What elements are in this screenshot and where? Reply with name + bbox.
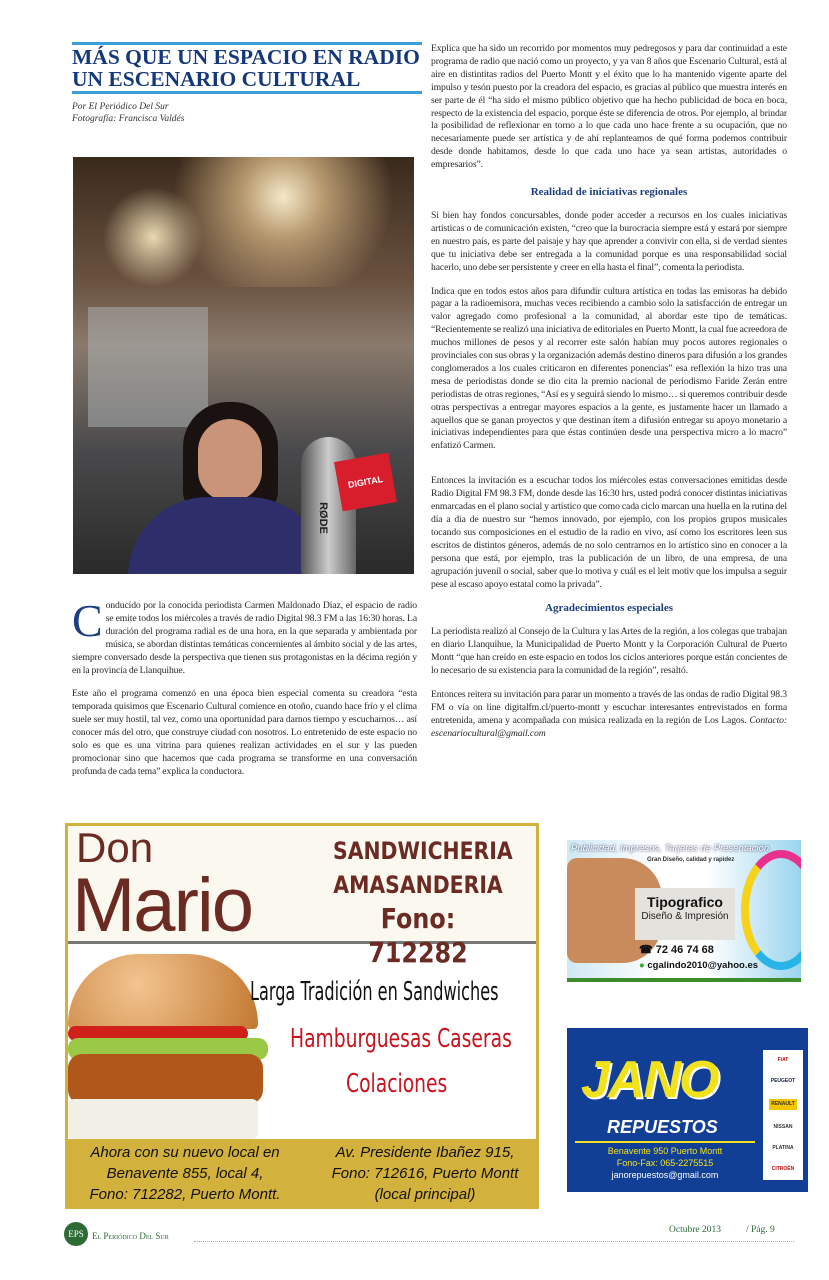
article-photo: [73, 157, 414, 574]
footer: [64, 1222, 794, 1248]
address-main-local: Av. Presidente Ibañez 915, Fono: 712616, Puerto Montt (local principal): [331, 1144, 519, 1203]
page-number: / Pág. 9: [746, 1225, 775, 1235]
article-paragraph: Este año el programa comenzó en una época bien especial comenta su creadora “esta temporada quisimos que Escenario Cultural comience en otoño, cuando hace frío y el clima suele ser muy hostil, tal vez, como una oportunidad para darnos tiempo y escucharnos… así conocer más del otro, que construye ciudad con nosotros. Lo entretenido de este espacio no solo es que es una vitrina para quienes realizan actividades en el sur y las pueden promocionar sino que hacemos que cada programa se transforme en una conversación profunda de cada tema” explica la conductora.: [72, 688, 417, 777]
email-icon: ●: [639, 960, 648, 971]
woman-face: [198, 419, 262, 501]
tipo-phone: ☎ 72 46 74 68: [639, 944, 714, 956]
mario-label: Mario: [72, 863, 253, 948]
amasanderia-label: AMASANDERIA: [333, 871, 503, 899]
article-paragraph: Explica que ha sido un recorrido por momentos muy pedregosos y para dar continuidad a este programa de radio que nació como un proyecto, y ya van 8 años que Escenario Cultural, está al aire en distintitas radios del Puerto Montt y el éxito que lo ha mantenido vigente aparte del impulso y tesón puesto por la creadora del espacio, es gracias al público que muestra interés en ser parte de él “ha sido el mismo público objetivo que ha hecho publicidad de boca en boca, respecto de la existencia del espacio, porque éste se diferencia de otros. Por ejemplo, al brindar la posibilidad de reflexionar en torno a lo que cada uno hace frente a su ocupación, que no necesariamente puede ser artística y de ahí replanteamos de qué forma podemos contribuir desde donde habitamos, desde lo que cada uno hace ya sean artistas, autoridades o empresarios”.: [431, 43, 787, 171]
peugeot-logo: PEUGEOT: [770, 1078, 796, 1084]
burger-image: [68, 954, 268, 1144]
article-title: MÁS QUE UN ESPACIO EN RADIO UN ESCENARIO CULTURAL: [72, 45, 420, 91]
byline: Por El Periódico Del Sur: [72, 102, 169, 112]
left-column-text: [72, 595, 417, 790]
article-paragraph: La periodista realizó al Consejo de la Cultura y las Artes de la región, a los colegas que trabajan en diario Llanquihue, la Municipalidad de Puerto Montt y la Corporación Cultural de Puerto Montt “que han creído en este espacio en todos los ciclos anteriores porque están concientes de lo necesario de su existencia para la comunidad de la región”, resaltó.: [431, 626, 787, 677]
phone-label: Fono: 712282: [368, 902, 468, 969]
tipo-header: Publicidad, Impresos, Tarjetas de Presentación: [571, 843, 770, 854]
subheading: Realidad de iniciativas regionales: [530, 186, 688, 199]
article-paragraph: Conducido por la conocida periodista Carmen Maldonado Díaz, el espacio de radio se emite todos los miércoles a través de radio Digital 98.3 FM a las 16:30 horas. La duración del programa radial es de una hora, en la que separada y ambientada por música, se abordan distintas temáticas concernientes al ámbito social y de las artes, siempre conversado desde la perspectiva que tienen sus protagonistas en la décima región y en la provincia de Llanquihue.: [72, 595, 417, 676]
nissan-logo: NISSAN: [773, 1124, 793, 1130]
article-paragraph: Entonces la invitación es a escuchar todos los miércoles estas conversaciones emitidas desde Radio Digital FM 98.3 FM, donde desde las 16:30 hrs, usted podrá conocer distintas iniciativas enmarcadas en el plano social y artístico que como cada ciclo marcan una huella en la rutina del día a día de nuestro sur “hemos innovado, por ejemplo, con los propios grupos musicales tocando sus composiciones en el estudio de la radio en vivo, así como los escritores leen sus escritos de distintos géneros, además de no solo centrarnos en lo artístico sino en conocer a la persona que está, por ejemplo, tras la publicación de un libro, de una empresa, de una agrupación juvenil o social, saber que lo motiva y cuál es el leit motiv que los impulsa a seguir pese al escaso apoyo estatal como la privada”.: [431, 475, 787, 590]
woman-body: [128, 497, 328, 574]
sandwicheria-label: SANDWICHERIA: [333, 837, 513, 865]
car-brand-logos: [763, 1050, 803, 1180]
digital-cube: DIGITAL: [334, 453, 397, 512]
tipo-email: ● cgalindo2010@yahoo.es: [639, 960, 759, 971]
photo-credit: Fotografía: Francisca Valdés: [72, 114, 185, 124]
hamburguesas-label: Hamburguesas Caseras: [290, 1024, 512, 1054]
issue-date: Octubre 2013: [669, 1225, 721, 1235]
tipo-subheader: Gran Diseño, calidad y rapidez: [647, 857, 735, 863]
microphone: RØDE: [301, 437, 356, 574]
colaciones-label: Colaciones: [346, 1069, 448, 1099]
jano-contact: Benavente 950 Puerto Montt Fono-Fax: 065-2275515 janorepuestos@gmail.com: [607, 1146, 723, 1180]
repuestos-label: REPUESTOS: [607, 1117, 718, 1137]
title-rule-bottom: [72, 91, 422, 94]
subheading: Agradecimientos especiales: [545, 602, 673, 615]
right-column-text: [431, 43, 787, 752]
renault-logo: RENAULT: [769, 1099, 797, 1110]
address-new-local: Ahora con su nuevo local en Benavente 855, local 4, Fono: 712282, Puerto Montt.: [89, 1144, 281, 1203]
phone-icon: ☎: [639, 944, 656, 956]
drop-cap: C: [72, 595, 103, 646]
publication-name: El Periódico Del Sur: [92, 1231, 169, 1241]
eps-logo: EPS: [64, 1222, 88, 1246]
article-paragraph: Si bien hay fondos concursables, donde poder acceder a recursos en los cuales iniciativas artísticas o de comunicación existen, “creo que la burocracia siempre está y estará por siempre en nuestro país, es parte del paisaje y hay que aprender a convivir con ella, si de verdad sientes que tu iniciativa debe ser entregada a la comunidad porque es una responsabilidad social hacerlo, uno debe ser persistente y creer en ella hasta el final”, comenta la periodista.: [431, 209, 787, 273]
don-label: Don: [76, 824, 154, 871]
ad-tipografico[interactable]: [567, 840, 801, 982]
business-card: Tipografico Diseño & Impresión: [635, 888, 735, 940]
citroen-logo: CITROËN: [771, 1166, 795, 1172]
jano-logo: JANO: [581, 1051, 718, 1109]
contact-email[interactable]: Contacto: escenariocultural@gmail.com: [431, 714, 787, 739]
byline-block: [72, 101, 184, 125]
fiat-logo: FIAT: [777, 1057, 789, 1063]
ad-don-mario[interactable]: [65, 823, 539, 1209]
article-paragraph: Indica que en todos estos años para difundir cultura artística en todas las emisoras ha debido pagar a la radioemisora, muchas veces recibiendo a cambio solo la satisfacción de entregar un valor agregado como profesional a la comunidad, al abordar este tipo de temáticas. “Recientemente se realizó una iniciativa de editoriales en Puerto Montt, la cual fue acreedora de muchos millones de pesos y al recorrer este salón habían muy pocos autores regionales o provinciales con sus obras y la organización además destino dineros para difusión a los grandes conglomerados a los cuales criticaron en diferentes ponencias” esa reflexión la hizo tras una mesa de periodistas donde se dio cita la premio nacional de periodismo Faride Zerán entre periodistas de otras regiones, “Así es y seguirá siendo lo mismo… si queremos contribuir desde otras perspectivas a entregar mayores espacios a la gente, es justamente hacer un llamado a aquellos que se ganan proyectos y que destinan ítem a difusión entregar su apoyo monetario a iniciativas independientes para que éstas continúen desde una perspectiva micro a lo macro” enfatizó Carmen.: [431, 285, 787, 452]
article-paragraph: Entonces reitera su invitación para parar un momento a través de las ondas de radio Digital 98.3 FM o vía on line digitalfm.cl/puerto-montt y escuchar interesantes entrevistados en forma entretenida, amena y acompañada con música realizada en la región de Los Lagos. Contacto: escenariocultural@gmail.com: [431, 688, 787, 739]
platina-logo: PLATINA: [772, 1145, 794, 1151]
ad-jano-repuestos[interactable]: [567, 1028, 808, 1192]
tagline: Larga Tradición en Sandwiches: [250, 977, 499, 1007]
